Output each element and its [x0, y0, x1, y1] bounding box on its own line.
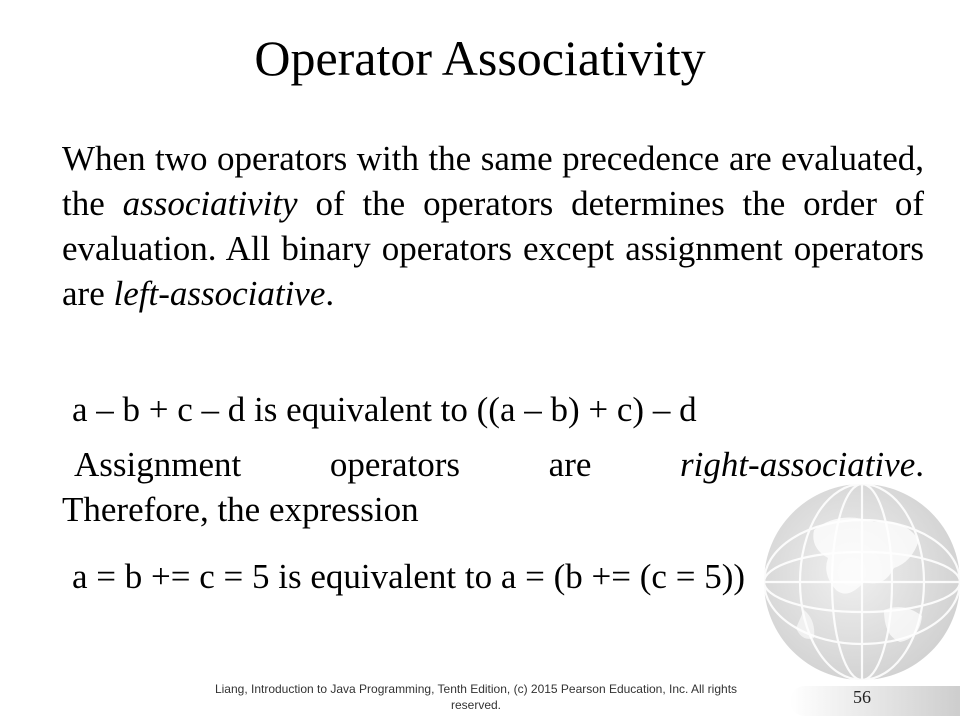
term-associativity: associativity [122, 184, 298, 223]
term-left-associative: left-associative [113, 274, 326, 313]
paragraph1-text-a: When two operators with the same precedence are evaluated, the [62, 139, 924, 223]
word-assignment: Assignment [74, 445, 242, 484]
paragraph1-text-c: . [325, 274, 335, 313]
footer-bar [790, 686, 960, 716]
word-operators: operators [329, 445, 461, 484]
word-are: are [548, 445, 592, 484]
paragraph2-line2: Therefore, the expression [62, 490, 419, 529]
page-number: 56 [853, 687, 871, 707]
slide-title: Operator Associativity [254, 30, 706, 86]
paragraph1-text-b: of the operators determines the order of evaluation. All binary operators except assignment operators are [62, 184, 925, 313]
example-right-associative: a = b += c = 5 is equivalent to a = (b += (c = 5)) [72, 557, 746, 596]
footer-citation: Liang, Introduction to Java Programming, Tenth Edition, (c) 2015 Pearson Education, Inc. All rights reserved. [214, 682, 738, 712]
period: . [915, 445, 924, 484]
paragraph-associativity [62, 136, 924, 316]
term-right-associative: right-associative [679, 445, 916, 484]
example-left-associative: a – b + c – d is equivalent to ((a – b) + c) – d [72, 390, 697, 429]
globe-icon [744, 470, 960, 690]
